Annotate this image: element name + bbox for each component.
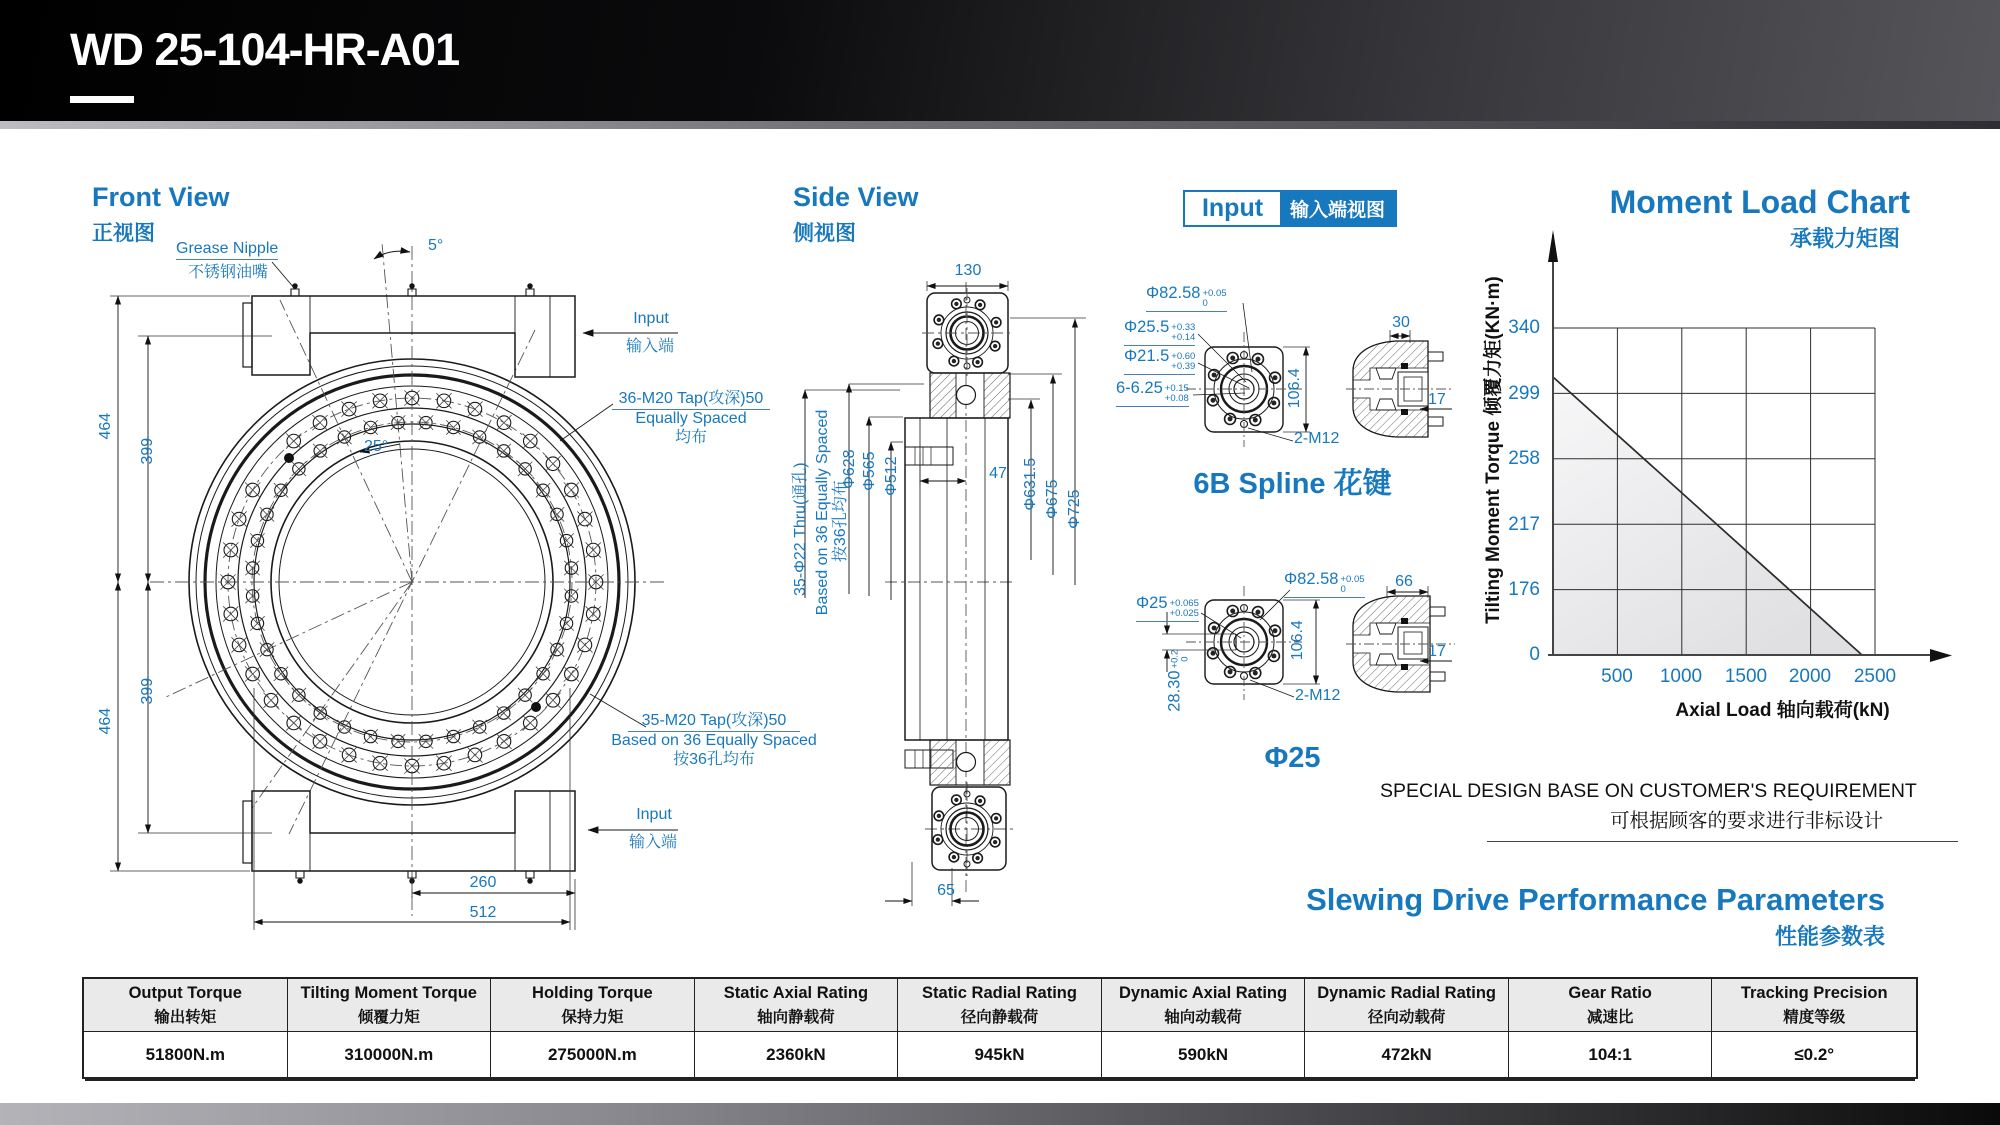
col-output-torque: Output Torque 输出转矩: [84, 979, 288, 1031]
angle-25-label: 25°: [364, 438, 389, 455]
tap35-line3: 按36孔均布: [673, 751, 755, 768]
col-dynamic-radial: Dynamic Radial Rating 径向动载荷: [1305, 979, 1509, 1031]
angle-5-label: 5°: [428, 237, 444, 254]
xtick-500: 500: [1601, 666, 1633, 687]
dim-130: 130: [954, 262, 982, 279]
dia-512: Φ512: [882, 456, 900, 496]
performance-title: Slewing Drive Performance Parameters: [1306, 882, 1885, 917]
col-dynamic-axial: Dynamic Axial Rating 轴向动载荷: [1102, 979, 1306, 1031]
moment-load-chart-plot: [1548, 230, 1952, 662]
input-label-bottom: Input: [636, 806, 672, 823]
thru-hole-line3: 按36孔均布: [831, 480, 849, 563]
note-divider-line: [1487, 841, 1958, 842]
col-tilting-moment: Tilting Moment Torque 倾覆力矩: [288, 979, 492, 1031]
input-label-top: Input: [633, 310, 669, 327]
dim-47: 47: [989, 465, 1007, 482]
dia-565: Φ565: [860, 451, 878, 491]
tap36-line1: 36-M20 Tap(攻深)50: [612, 390, 770, 410]
chart-x-axis-label: Axial Load 轴向载荷(kN): [1675, 700, 1890, 721]
grease-nipple-label-cn: 不锈钢油嘴: [188, 264, 269, 281]
special-design-note-cn: 可根据顾客的要求进行非标设计: [1609, 810, 1883, 832]
input-label-top-cn: 输入端: [625, 338, 674, 355]
tap36-line3: 均布: [674, 429, 707, 446]
col-gear-ratio: Gear Ratio 减速比: [1509, 979, 1713, 1031]
value-holding-torque: 275000N.m: [491, 1032, 695, 1077]
dim-260: 260: [469, 874, 497, 891]
footer-band: [0, 1103, 2000, 1125]
dia-628: Φ628: [840, 449, 858, 489]
side-view-subtitle-cn: 侧视图: [793, 222, 856, 245]
table-value-row: [84, 1032, 1916, 1077]
input-badge-en: Input: [1185, 192, 1280, 225]
input-view-badge: [1183, 190, 1397, 227]
side-view-drawing: [805, 281, 1086, 906]
col-tracking-precision: Tracking Precision 精度等级: [1740, 983, 1888, 1026]
thru-hole-line2: Based on 36 Equally Spaced: [813, 409, 831, 616]
ytick-217: 217: [1508, 514, 1540, 535]
ytick-258: 258: [1508, 448, 1540, 469]
v1-dim-1064: 106.4: [1285, 368, 1303, 409]
ytick-340: 340: [1508, 317, 1540, 338]
model-title: WD 25-104-HR-A01: [70, 24, 460, 75]
chart-subtitle-cn: 承载力矩图: [1789, 226, 1900, 251]
dia-631-5: Φ631.5: [1021, 457, 1039, 511]
special-design-note: SPECIAL DESIGN BASE ON CUSTOMER'S REQUIREMENT: [1380, 780, 1917, 802]
value-dynamic-radial: 472kN: [1305, 1032, 1509, 1077]
input-label-bottom-cn: 输入端: [628, 834, 677, 851]
value-dynamic-axial: 590kN: [1102, 1032, 1306, 1077]
side-view-title: Side View: [793, 182, 919, 212]
dim-65: 65: [937, 882, 955, 899]
spline-title: 6B Spline 花键: [1193, 468, 1392, 500]
col-static-axial: Static Axial Rating 轴向静载荷: [695, 979, 899, 1031]
ytick-176: 176: [1508, 579, 1540, 600]
dim-464-top: 464: [96, 412, 114, 440]
front-view-drawing: [110, 243, 678, 930]
chart-y-axis-label: Tilting Moment Torque 倾覆力矩(KN·m): [1483, 276, 1505, 624]
v2-dim-17: 17: [1428, 643, 1446, 660]
dim-399-top: 399: [138, 437, 156, 465]
v1-dim-30: 30: [1392, 314, 1410, 331]
performance-table: [82, 977, 1918, 1079]
v1-dia-255: Φ25.5 +0.33 +0.14: [1124, 318, 1195, 346]
front-view-subtitle-cn: 正视图: [92, 222, 155, 245]
ytick-0: 0: [1529, 644, 1540, 665]
xtick-2500: 2500: [1853, 666, 1897, 687]
xtick-1500: 1500: [1724, 666, 1768, 687]
v1-hole-625: 6-6.25 +0.15 +0.08: [1116, 379, 1189, 407]
value-static-axial: 2360kN: [695, 1032, 899, 1077]
v1-dia-215: Φ21.5 +0.60 +0.39: [1124, 347, 1195, 375]
table-header-row: [84, 979, 1916, 1032]
value-gear-ratio: 104:1: [1509, 1032, 1713, 1077]
dim-464-bottom: 464: [96, 707, 114, 735]
front-view-title: Front View: [92, 182, 230, 212]
grease-nipple-label: Grease Nipple: [176, 240, 278, 260]
input-badge-cn: 输入端视图: [1280, 192, 1395, 225]
dim-512: 512: [469, 904, 497, 921]
ytick-299: 299: [1508, 383, 1540, 404]
v2-dim-2830: 28.30 +0.2 0: [1165, 649, 1191, 712]
thru-hole-line1: 35-Φ22 Thru(通孔): [791, 462, 809, 597]
value-output-torque: 51800N.m: [84, 1032, 288, 1077]
dia-725: Φ725: [1065, 489, 1083, 529]
value-static-radial: 945kN: [898, 1032, 1102, 1077]
col-holding-torque: Holding Torque 保持力矩: [491, 979, 695, 1031]
tap35-line2: Based on 36 Equally Spaced: [611, 732, 817, 749]
xtick-2000: 2000: [1788, 666, 1832, 687]
dim-399-bottom: 399: [138, 677, 156, 705]
input-views-drawing: [1162, 303, 1455, 700]
v1-tap-2m12: 2-M12: [1294, 430, 1340, 447]
phi25-title: Φ25: [1264, 742, 1321, 774]
tap35-line1: 35-M20 Tap(攻深)50: [628, 712, 800, 732]
value-tracking-precision: ≤0.2°: [1794, 1044, 1835, 1064]
value-tilting-moment: 310000N.m: [288, 1032, 492, 1077]
col-static-radial: Static Radial Rating 径向静载荷: [898, 979, 1102, 1031]
v1-dia-8258: Φ82.58 +0.05 0: [1146, 284, 1227, 312]
xtick-1000: 1000: [1659, 666, 1703, 687]
performance-title-cn: 性能参数表: [1774, 924, 1885, 949]
v2-dim-66: 66: [1395, 573, 1413, 590]
dia-675: Φ675: [1043, 479, 1061, 519]
v2-tap-2m12: 2-M12: [1295, 687, 1341, 704]
v2-dia-25: Φ25 +0.065 +0.025: [1136, 594, 1199, 622]
v2-dim-1064: 106.4: [1288, 620, 1306, 661]
chart-title: Moment Load Chart: [1609, 184, 1910, 220]
v2-dia-8258: Φ82.58 +0.05 0: [1284, 570, 1365, 598]
tap36-line2: Equally Spaced: [635, 410, 747, 427]
v1-dim-17: 17: [1428, 391, 1446, 408]
